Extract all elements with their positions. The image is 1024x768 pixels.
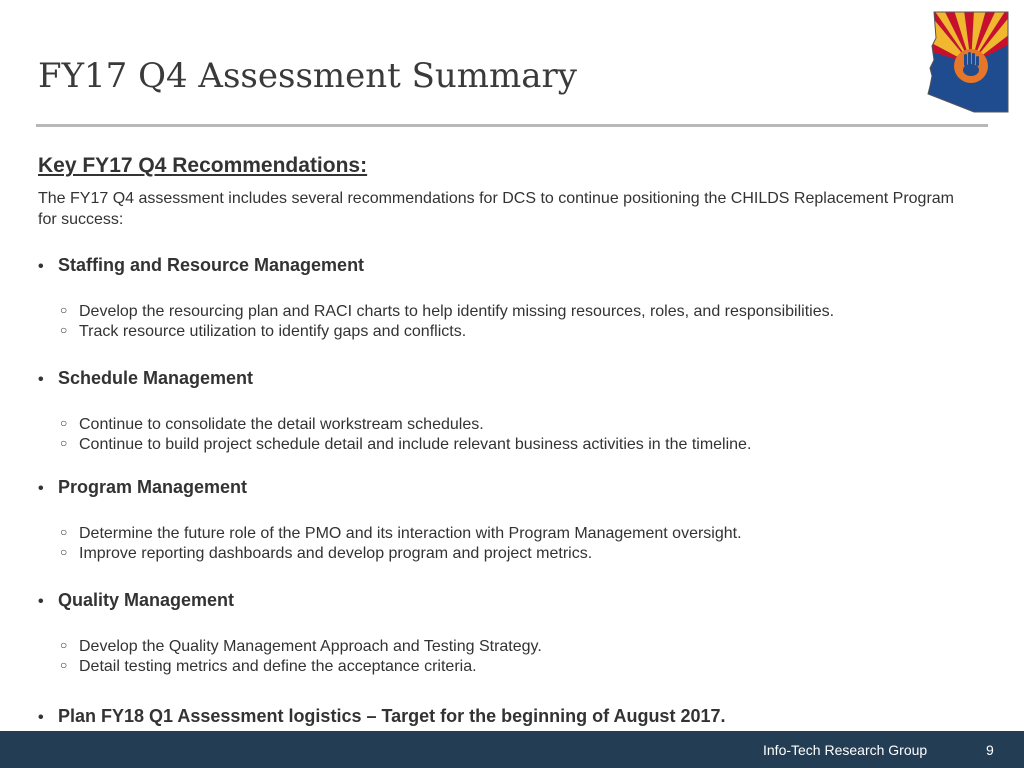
sub-bullet bbox=[60, 321, 466, 343]
sub-bullet-marker: ○ bbox=[60, 323, 68, 337]
sub-bullet-marker: ○ bbox=[60, 303, 68, 317]
bullet-quality bbox=[38, 590, 234, 611]
sub-bullet-text: Develop the resourcing plan and RACI charts to help identify missing resources, roles, and responsibilities. bbox=[79, 303, 835, 320]
bullet-dot: • bbox=[38, 258, 44, 275]
sub-bullet-marker: ○ bbox=[60, 545, 68, 559]
bullet-plan-fy18 bbox=[38, 706, 726, 727]
recommendations-heading: Key FY17 Q4 Recommendations: bbox=[38, 154, 368, 177]
sub-bullet-marker: ○ bbox=[60, 525, 68, 539]
bullet-dot: • bbox=[38, 593, 44, 610]
sub-bullet bbox=[60, 636, 542, 658]
page-number: 9 bbox=[986, 742, 994, 758]
sub-bullet-text: Develop the Quality Management Approach and Testing Strategy. bbox=[79, 638, 542, 655]
sub-bullet bbox=[60, 434, 751, 456]
sub-bullet-marker: ○ bbox=[60, 638, 68, 652]
bullet-program bbox=[38, 477, 247, 498]
arizona-state-flag-map-icon bbox=[926, 10, 1010, 114]
sub-bullet bbox=[60, 523, 742, 545]
sub-bullet bbox=[60, 543, 592, 565]
sub-bullet bbox=[60, 414, 484, 436]
bullet-label: Plan FY18 Q1 Assessment logistics – Target for the beginning of August 2017. bbox=[58, 706, 726, 726]
sub-bullet-marker: ○ bbox=[60, 416, 68, 430]
footer-bar bbox=[0, 731, 1024, 768]
sub-bullet-text: Determine the future role of the PMO and its interaction with Program Management oversight. bbox=[79, 525, 742, 542]
bullet-dot: • bbox=[38, 371, 44, 388]
bullet-label: Program Management bbox=[58, 477, 248, 497]
bullet-staffing bbox=[38, 255, 364, 276]
sub-bullet-text: Improve reporting dashboards and develop program and project metrics. bbox=[79, 545, 593, 562]
sub-bullet-text: Track resource utilization to identify gaps and conflicts. bbox=[79, 323, 467, 340]
bullet-label: Quality Management bbox=[58, 590, 235, 610]
bullet-label: Schedule Management bbox=[58, 368, 254, 388]
sub-bullet bbox=[60, 301, 834, 323]
sub-bullet-text: Detail testing metrics and define the acceptance criteria. bbox=[79, 658, 477, 675]
sub-bullet-text: Continue to consolidate the detail workstream schedules. bbox=[79, 416, 484, 433]
footer-org-name: Info-Tech Research Group bbox=[763, 742, 928, 758]
sub-bullet-marker: ○ bbox=[60, 436, 68, 450]
title-divider bbox=[36, 124, 988, 127]
bullet-schedule bbox=[38, 368, 253, 389]
bullet-label: Staffing and Resource Management bbox=[58, 255, 365, 275]
bullet-dot: • bbox=[38, 709, 44, 726]
intro-paragraph: The FY17 Q4 assessment includes several recommendations for DCS to continue positioning the CHILDS Replacement Program for success: bbox=[38, 190, 954, 228]
sub-bullet-marker: ○ bbox=[60, 658, 68, 672]
sub-bullet bbox=[60, 656, 477, 678]
page-title: FY17 Q4 Assessment Summary bbox=[38, 56, 578, 96]
sub-bullet-text: Continue to build project schedule detail and include relevant business activities in the timeline. bbox=[79, 436, 752, 453]
bullet-dot: • bbox=[38, 480, 44, 497]
